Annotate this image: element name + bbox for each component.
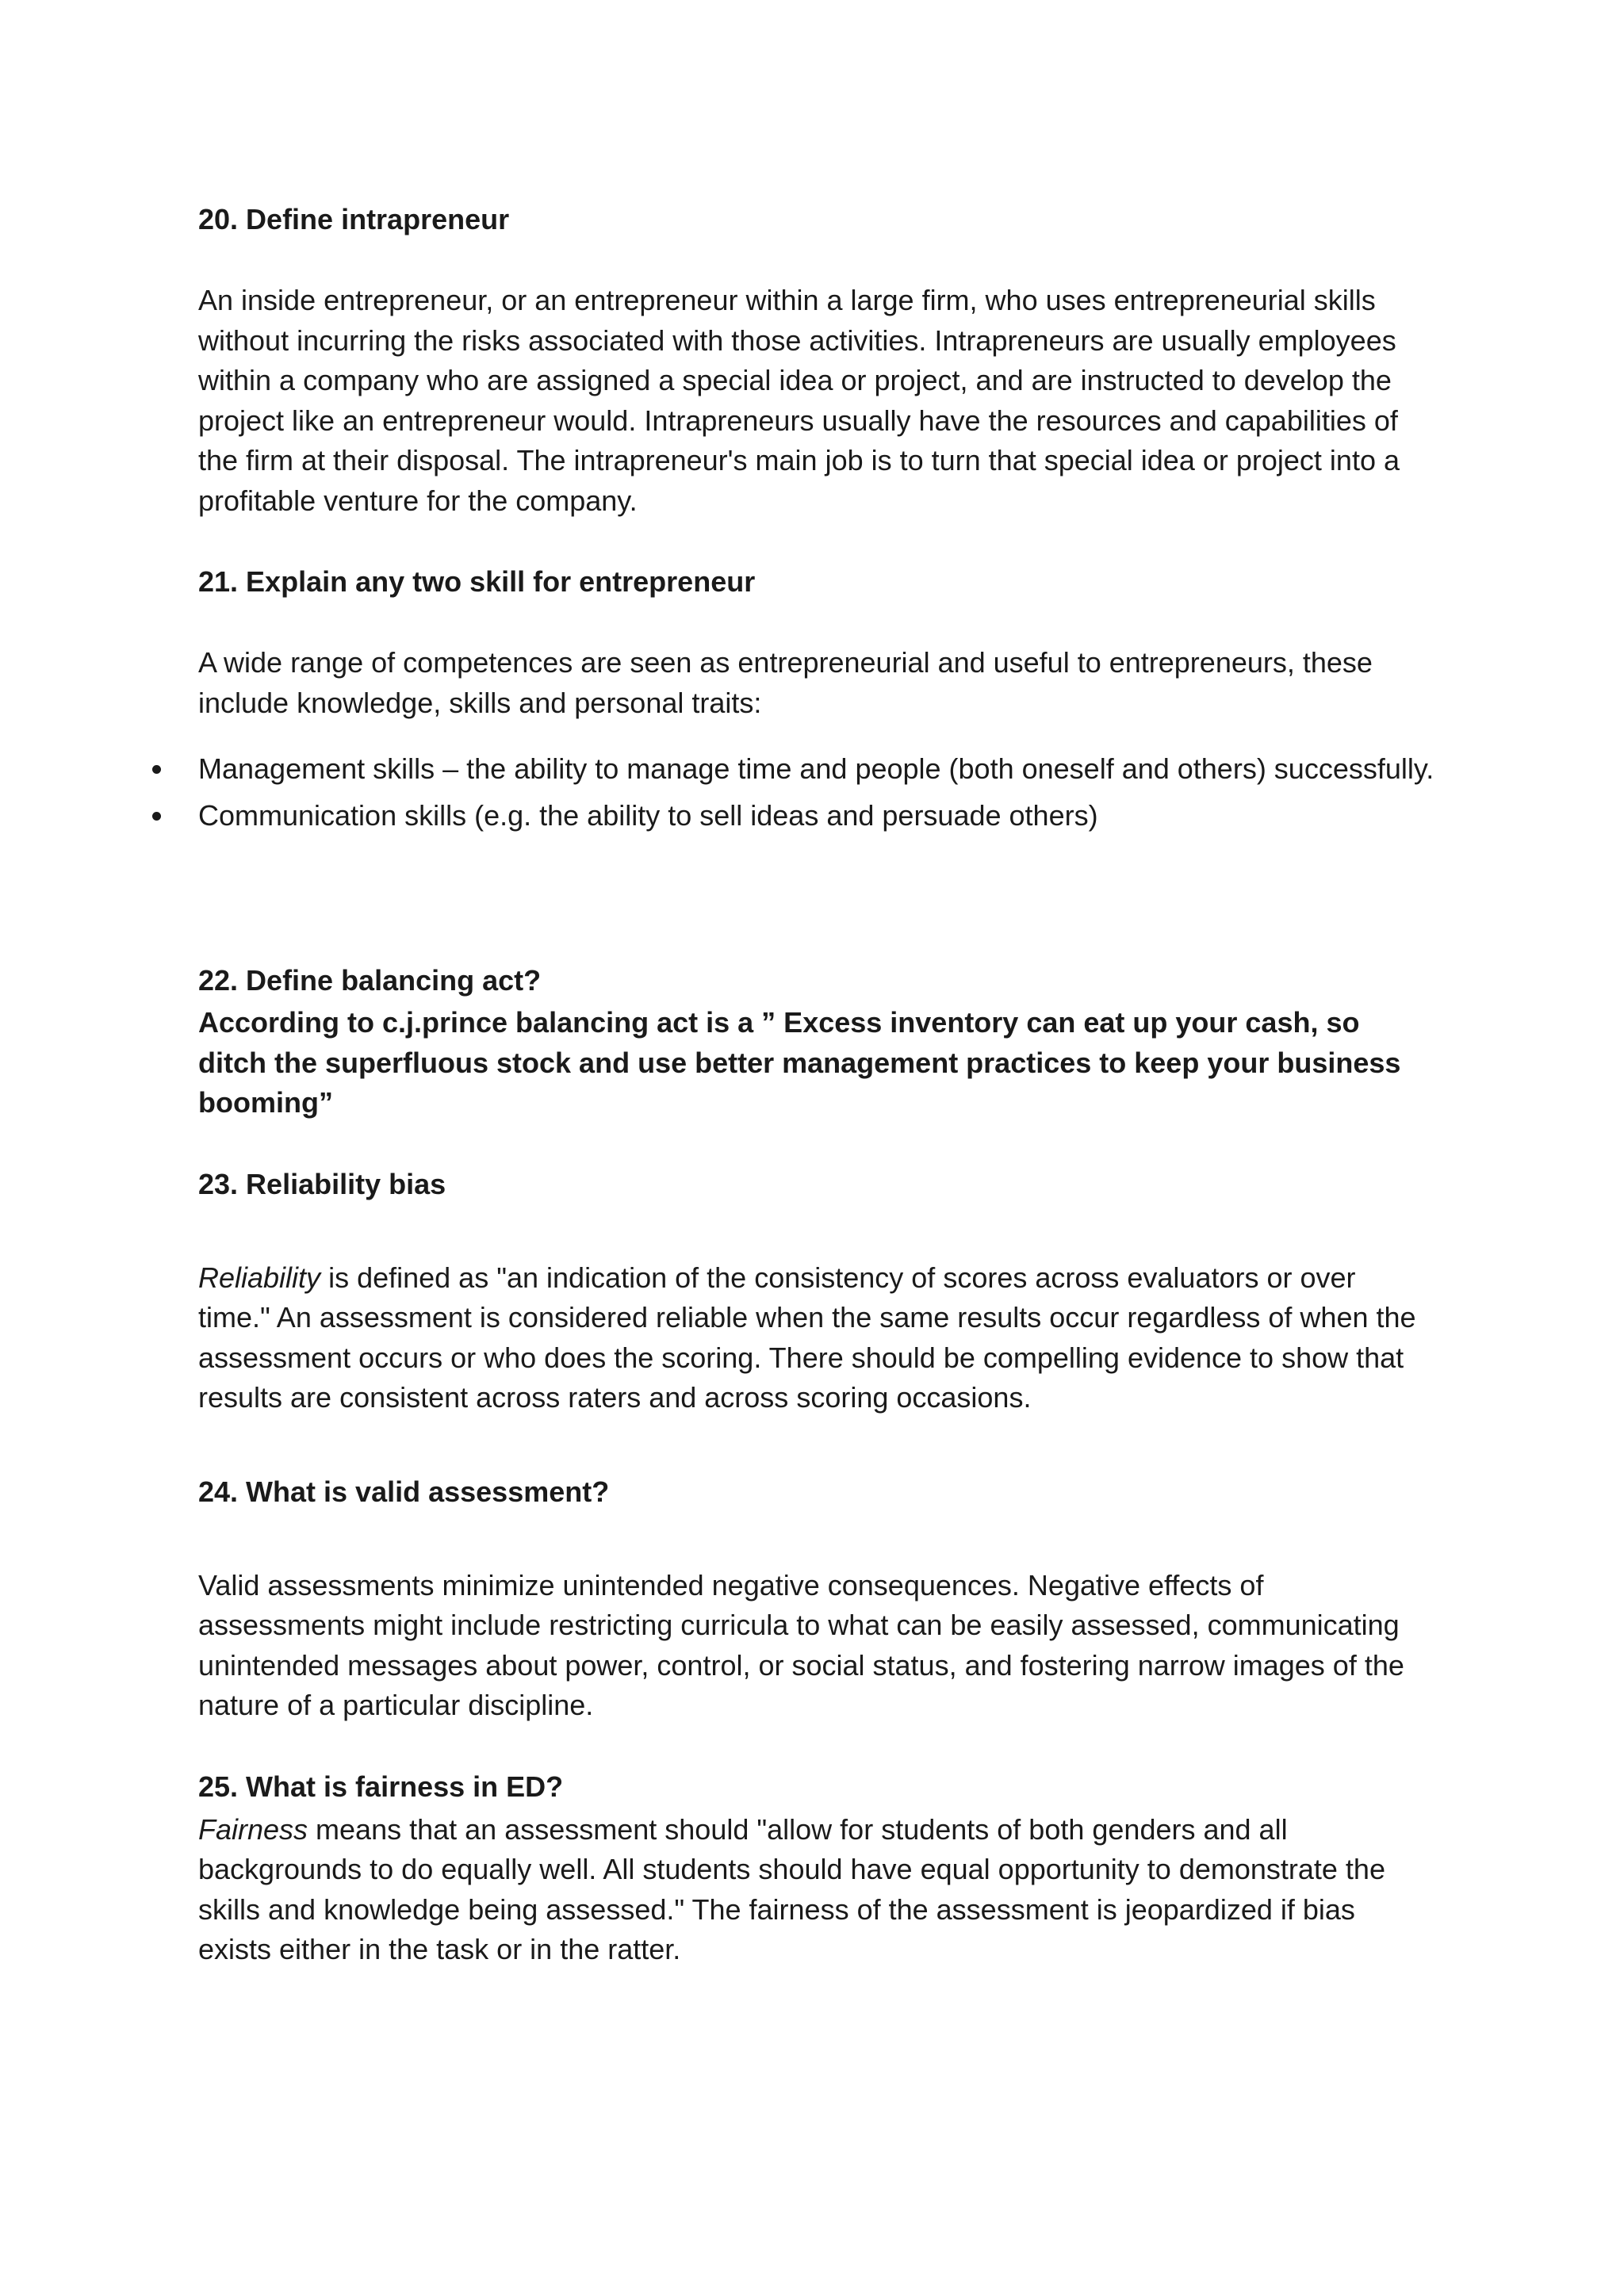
heading-reliability-bias: 23. Reliability bias: [198, 1167, 446, 1200]
paragraph-valid-assessment: Valid assessments minimize unintended negative consequences. Negative effects of assessments might include restricting curricula to what can be easily assessed, communicating unintended messages about power, control, or social status, and fostering narrow images of the nature of a particular discipline.: [198, 1568, 1404, 1721]
list-item-text: Communication skills (e.g. the ability to sell ideas and persuade others): [198, 798, 1098, 832]
skills-list: [198, 749, 1435, 836]
paragraph-reliability: [198, 1258, 1435, 1418]
paragraph-balancing-act: According to c.j.prince balancing act is a ” Excess inventory can eat up your cash, so ditch the superfluous stock and use better management practices to keep your business booming”: [198, 1006, 1401, 1119]
heading-entrepreneur-skills: 21. Explain any two skill for entrepreneur: [198, 565, 756, 598]
term-fairness: Fairness: [198, 1812, 308, 1846]
document-content: [198, 200, 1435, 1970]
bullet-icon: [152, 812, 161, 821]
heading-balancing-act: 22. Define balancing act?: [198, 964, 542, 997]
paragraph-fairness-text: means that an assessment should "allow for students of both genders and all backgrounds to do equally well. All students should have equal opportunity to demonstrate the skills and knowledge being assessed." The fairness of the assessment is jeopardized if bias exists either in the task or in the ratter.: [198, 1812, 1385, 1965]
paragraph-fairness: [198, 1810, 1435, 1970]
paragraph-reliability-text: is defined as "an indication of the consistency of scores across evaluators or over time." An assessment is considered reliable when the same results occur regardless of when the assessment occurs or who does the scoring. There should be compelling evidence to show that results are consistent across raters and across scoring occasions.: [198, 1261, 1416, 1414]
bullet-icon: [152, 765, 161, 774]
paragraph-intrapreneur: An inside entrepreneur, or an entrepreneur within a large firm, who uses entrepreneurial skills without incurring the risks associated with those activities. Intrapreneurs are usually employees within a company who are assigned a special idea or project, and are instructed to develop the project like an entrepreneur would. Intrapreneurs usually have the resources and capabilities of the firm at their disposal. The intrapreneur's main job is to turn that special idea or project into a profitable venture for the company.: [198, 284, 1400, 517]
list-item: [198, 749, 1435, 790]
paragraph-entrepreneur-skills: A wide range of competences are seen as entrepreneurial and useful to entrepreneurs, these include knowledge, skills and personal traits:: [198, 646, 1373, 719]
heading-fairness: 25. What is fairness in ED?: [198, 1770, 564, 1803]
term-reliability: Reliability: [198, 1261, 321, 1294]
list-item: [198, 796, 1435, 836]
list-item-text: Management skills – the ability to manage time and people (both oneself and others) successfully.: [198, 752, 1434, 785]
heading-define-intrapreneur: 20. Define intrapreneur: [198, 203, 510, 235]
heading-valid-assessment: 24. What is valid assessment?: [198, 1475, 610, 1508]
